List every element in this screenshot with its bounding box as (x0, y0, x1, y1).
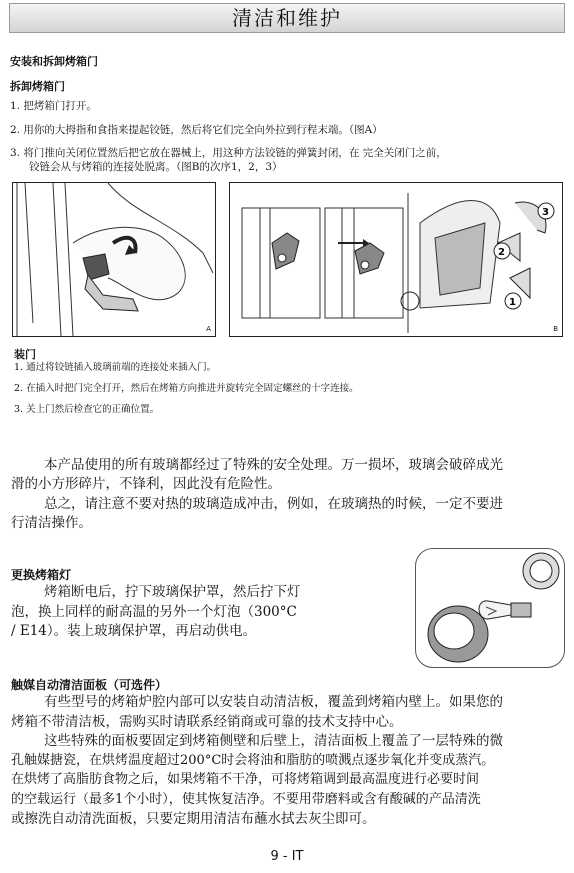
catalytic-line-4: 孔触媒搪瓷，在烘烤温度超过200°C时会将油和脂肪的喷溅点逐步氧化并变成蒸汽。 (11, 753, 495, 768)
lamp-heading: 更换烤箱灯 (11, 568, 72, 582)
catalytic-line-5: 在烘烤了高脂肪食物之后，如果烤箱不干净，可将烤箱调到最高温度进行必要时间 (11, 772, 480, 787)
catalytic-line-6: 的空载运行（最多1个小时），使其恢复洁净。不要用带磨料或含有酸碱的产品清洗 (11, 792, 481, 807)
catalytic-line-7: 或擦洗自动清洗面板，只要定期用清洁布蘸水拭去灰尘即可。 (11, 811, 376, 827)
door-heading: 安装和拆卸烤箱门 (10, 55, 98, 68)
install-step-3: 3. 关上门然后检查它的正确位置。 (14, 404, 160, 415)
remove-step-1: 1. 把烤箱门打开。 (10, 100, 97, 112)
svg-text:1: 1 (509, 297, 516, 308)
install-door-heading: 装门 (14, 348, 36, 361)
install-step-2: 2. 在插入时把门完全打开，然后在烤箱方向推进并旋转完全固定螺丝的十字连接。 (14, 383, 359, 394)
page-title: 清洁和维护 (232, 6, 342, 30)
glass-line-3: 总之，请注意不要对热的玻璃造成冲击，例如，在玻璃热的时候，一定不要进 (44, 496, 503, 512)
remove-step-2: 2. 用你的大拇指和食指来提起铰链，然后将它们完全向外拉到行程末端。（图A） (10, 124, 383, 136)
figure-a-label: A (206, 325, 211, 333)
glass-line-2: 滑的小方形碎片，不锋利，因此没有危险性。 (11, 476, 281, 492)
remove-door-heading: 拆卸烤箱门 (10, 80, 65, 93)
glass-line-4: 行清洁操作。 (11, 515, 92, 531)
catalytic-line-2: 烤箱不带清洁板，需购买时请联系经销商或可靠的技术支持中心。 (11, 714, 403, 730)
lamp-figure (415, 548, 565, 668)
glass-line-1: 本产品使用的所有玻璃都经过了特殊的安全处理。万一损坏，玻璃会破碎成光 (44, 457, 503, 473)
page-header (9, 3, 565, 33)
remove-step-3-cont: 铰链会从与烤箱的连接处脱离。（图B的次序1，2，3） (29, 161, 283, 173)
lamp-line-2: 泡，换上同样的耐高温的另外一个灯泡（300°C (11, 604, 297, 620)
catalytic-heading: 触媒自动清洁面板（可选件） (11, 678, 168, 692)
install-step-1: 1. 通过将铰链插入玻璃前端的连接处来插入门。 (14, 362, 217, 373)
page-number: 9 - IT (270, 849, 304, 864)
bulb-illustration (416, 549, 564, 667)
svg-text:3: 3 (542, 207, 549, 218)
catalytic-line-3: 这些特殊的面板要固定到烤箱侧壁和后壁上，清洁面板上覆盖了一层特殊的微 (44, 733, 503, 749)
hinge-lift-illustration (13, 183, 215, 336)
figure-b (229, 182, 563, 337)
catalytic-line-1: 有些型号的烤箱炉腔内部可以安装自动清洁板，覆盖到烤箱内壁上。如果您的 (44, 694, 503, 710)
svg-text:2: 2 (498, 247, 505, 258)
lamp-line-1: 烤箱断电后，拧下玻璃保护罩，然后拧下灯 (44, 584, 301, 600)
lamp-line-3: / E14）。装上玻璃保护罩，再启动供电。 (11, 623, 257, 639)
figure-a (12, 182, 216, 337)
figure-b-label: B (553, 325, 558, 333)
door-removal-illustration (230, 183, 562, 336)
remove-step-3: 3. 将门推向关闭位置然后把它放在器械上，用这种方法铰链的弹簧封闭，在 完全关闭门之前， (10, 147, 447, 159)
